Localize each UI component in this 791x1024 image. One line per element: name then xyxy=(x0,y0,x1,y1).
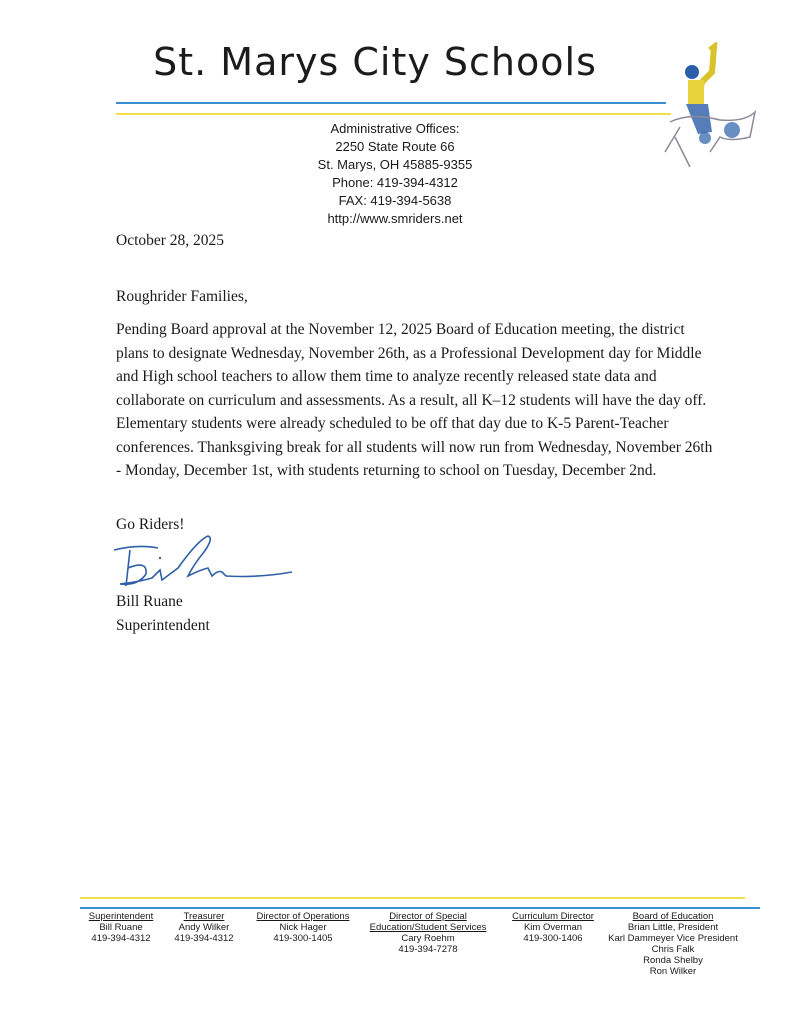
letterhead-address xyxy=(270,120,520,228)
address-phone: Phone: 419-394-4312 xyxy=(332,175,458,190)
footer-heading: Board of Education xyxy=(632,911,714,922)
roughrider-logo xyxy=(650,42,765,172)
footer-yellow-rule xyxy=(80,897,745,899)
address-line: 2250 State Route 66 xyxy=(335,139,455,154)
footer-phone: 419-300-1406 xyxy=(523,933,583,944)
footer-member: Brian Little, President xyxy=(627,922,719,933)
address-website: http://www.smriders.net xyxy=(327,211,463,226)
footer-name: Nick Hager xyxy=(279,922,327,933)
signer-name: Bill Ruane xyxy=(116,593,183,610)
footer-heading: Director of Special xyxy=(389,911,467,922)
footer-phone: 419-394-7278 xyxy=(398,944,458,955)
footer-heading: Education/Student Services xyxy=(369,922,487,933)
letter-date: October 28, 2025 xyxy=(116,232,225,249)
footer-member: Chris Falk xyxy=(651,944,695,955)
footer-member: Ron Wilker xyxy=(649,966,697,977)
footer-heading: Superintendent xyxy=(88,911,154,922)
address-line: St. Marys, OH 45885-9355 xyxy=(317,157,473,172)
letterhead-blue-rule xyxy=(116,102,666,104)
letterhead-yellow-rule xyxy=(116,113,671,115)
letter-closing: Go Riders! xyxy=(116,515,185,533)
footer-name: Andy Wilker xyxy=(178,922,230,933)
letter-salutation: Roughrider Families, xyxy=(116,287,248,305)
letter xyxy=(116,229,721,637)
letterhead-title: St. Marys City Schools xyxy=(153,40,597,84)
footer-director-operations xyxy=(248,911,358,944)
address-fax: FAX: 419-394-5638 xyxy=(338,193,452,208)
footer-superintendent xyxy=(80,911,162,944)
footer-curriculum-director xyxy=(506,911,600,944)
footer-phone: 419-394-4312 xyxy=(174,933,234,944)
footer-name: Bill Ruane xyxy=(99,922,143,933)
footer-blue-rule xyxy=(80,907,760,909)
footer-name: Cary Roehm xyxy=(401,933,455,944)
letter-body: Pending Board approval at the November 12, 2025 Board of Education meeting, the district plans to designate Wednesday, November 26th, as a Professional Development day for Middle and High school teachers to allow them time to analyze recently released state data and collaborate on curriculum and assessments. As a result, all K–12 students will have the day off. Elementary students were already scheduled to be off that day due to K-5 Parent-Teacher conferences. Thanksgiving break for all students will now run from Wednesday, November 26th - Monday, December 1st, with students returning to school on Tuesday, December 2nd. xyxy=(116,321,713,479)
footer-heading: Director of Operations xyxy=(256,911,350,922)
footer-member: Karl Dammeyer Vice President xyxy=(608,933,738,944)
footer-phone: 419-300-1405 xyxy=(273,933,333,944)
footer-name: Kim Overman xyxy=(523,922,583,933)
footer-treasurer xyxy=(168,911,240,944)
footer-heading: Curriculum Director xyxy=(512,911,594,922)
footer-heading: Treasurer xyxy=(183,911,225,922)
footer-director-special-education xyxy=(362,911,494,955)
address-line: Administrative Offices: xyxy=(330,121,460,136)
signature xyxy=(108,530,298,594)
signer-title: Superintendent xyxy=(116,616,210,634)
footer-member: Ronda Shelby xyxy=(643,955,703,966)
footer-phone: 419-394-4312 xyxy=(91,933,151,944)
footer-board-of-education xyxy=(603,911,743,977)
